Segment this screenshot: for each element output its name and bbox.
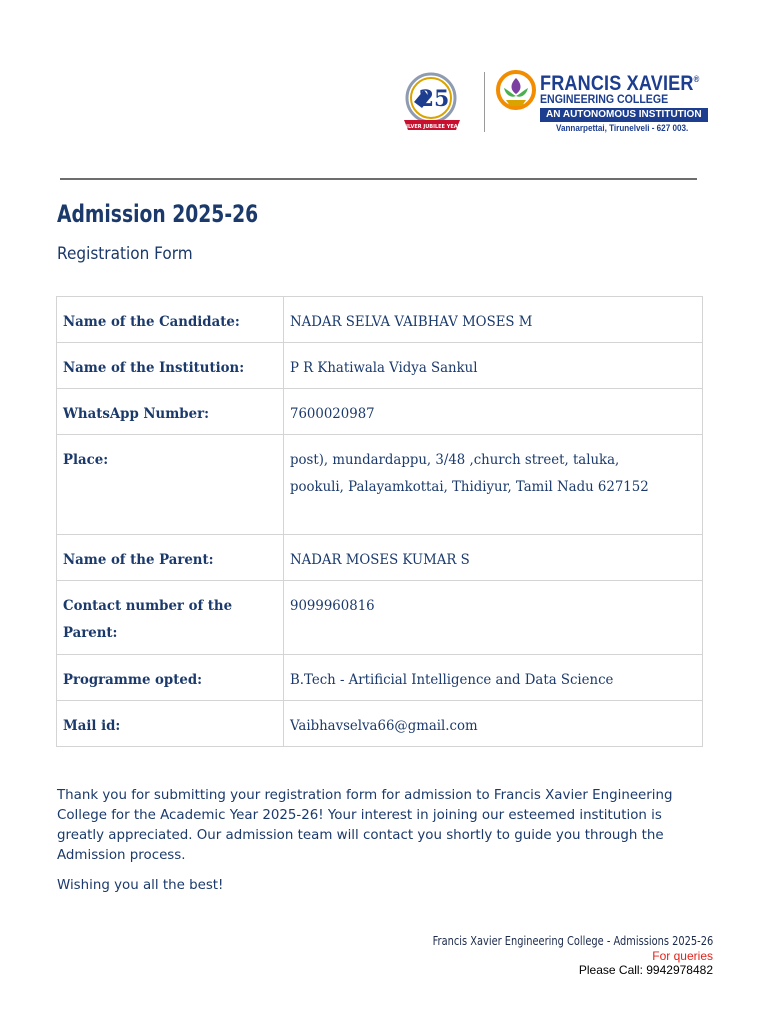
header-rule xyxy=(60,178,697,180)
field-label: Name of the Institution: xyxy=(63,360,245,376)
field-label: Contact number of the Parent: xyxy=(63,598,233,641)
field-value: 7600020987 xyxy=(290,406,375,422)
row-label-cell xyxy=(57,701,284,747)
field-label: Name of the Parent: xyxy=(63,552,214,568)
field-value: P R Khatiwala Vidya Sankul xyxy=(290,360,478,376)
row-value-cell xyxy=(284,435,703,535)
row-label-cell xyxy=(57,343,284,389)
field-label: Programme opted: xyxy=(63,672,203,688)
registered-mark: ® xyxy=(693,74,700,84)
row-value-cell xyxy=(284,535,703,581)
silver-jubilee-logo xyxy=(400,68,464,136)
field-value: NADAR SELVA VAIBHAV MOSES M xyxy=(290,314,533,330)
field-label: Mail id: xyxy=(63,718,121,734)
college-emblem-icon xyxy=(496,68,536,112)
row-label-cell xyxy=(57,389,284,435)
table-row xyxy=(57,655,703,701)
page-subtitle: Registration Form xyxy=(57,244,193,264)
table-row xyxy=(57,701,703,747)
field-label: Place: xyxy=(63,452,109,468)
row-label-cell xyxy=(57,535,284,581)
footer-phone: Please Call: 9942978482 xyxy=(578,963,713,977)
row-label-cell xyxy=(57,297,284,343)
table-row xyxy=(57,297,703,343)
document-footer xyxy=(371,934,713,977)
row-label-cell xyxy=(57,581,284,655)
row-value-cell xyxy=(284,655,703,701)
row-label-cell xyxy=(57,435,284,535)
table-row xyxy=(57,535,703,581)
table-row xyxy=(57,581,703,655)
college-name xyxy=(540,68,699,95)
field-value: 9099960816 xyxy=(290,598,375,614)
field-label: WhatsApp Number: xyxy=(63,406,209,422)
table-row xyxy=(57,435,703,535)
autonomous-band: AN AUTONOMOUS INSTITUTION xyxy=(540,108,708,122)
row-value-cell xyxy=(284,581,703,655)
college-address: Vannarpettai, Tirunelveli - 627 003. xyxy=(556,123,689,133)
row-value-cell xyxy=(284,297,703,343)
row-value-cell xyxy=(284,701,703,747)
footer-queries-label: For queries xyxy=(652,949,713,963)
row-value-cell xyxy=(284,343,703,389)
jubilee-number: 25 xyxy=(418,86,450,112)
field-value: Vaibhavselva66@gmail.com xyxy=(290,718,478,734)
college-name-text: FRANCIS XAVIER xyxy=(540,72,694,95)
table-row xyxy=(57,389,703,435)
field-value: B.Tech - Artificial Intelligence and Data Science xyxy=(290,672,614,688)
document-header xyxy=(0,0,768,180)
logo-divider xyxy=(484,72,485,132)
field-value: post), mundardappu, 3/48 ,church street, taluka, pookuli, Palayamkottai, Thidiyur, Tamil Nadu 627152 xyxy=(290,452,649,495)
row-value-cell xyxy=(284,389,703,435)
field-value: NADAR MOSES KUMAR S xyxy=(290,552,470,568)
field-label: Name of the Candidate: xyxy=(63,314,240,330)
college-subtitle: ENGINEERING COLLEGE xyxy=(540,94,669,106)
wishes-paragraph: Wishing you all the best! xyxy=(57,878,224,893)
jubilee-caption: SILVER JUBILEE YEAR xyxy=(402,124,462,130)
row-label-cell xyxy=(57,655,284,701)
table-row xyxy=(57,343,703,389)
page-title: Admission 2025-26 xyxy=(57,200,259,228)
registration-table xyxy=(56,296,703,747)
confirmation-message xyxy=(57,786,677,906)
footer-admissions-label: Francis Xavier Engineering College - Admissions 2025-26 xyxy=(432,934,713,948)
thank-you-paragraph: Thank you for submitting your registration form for admission to Francis Xavier Engineering College for the Academic Year 2025-26! Your interest in joining our esteemed institution is greatly appreciated. Our admission team will contact you shortly to guide you through the Admission process. xyxy=(57,788,673,863)
